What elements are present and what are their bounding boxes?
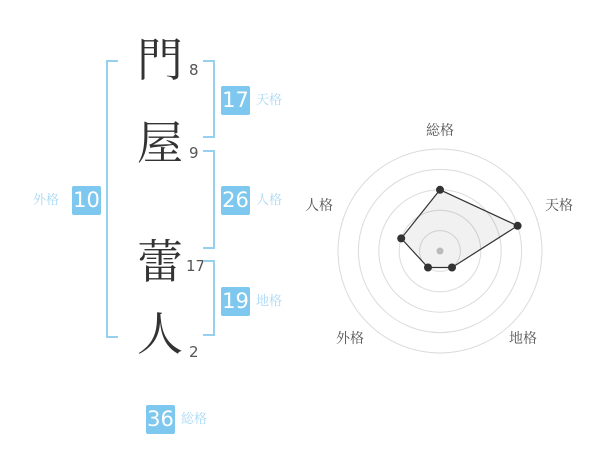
radar-chart [300,110,590,360]
gaikaku-label: 外格 [33,193,60,208]
gaikaku-value-badge: 10 [72,186,101,215]
tenkaku-badge-group [221,86,282,115]
jinkaku-bracket [203,150,215,249]
radar-data-point [514,222,522,230]
stroke-count-3: 17 [186,257,206,275]
soukaku-label: 総格 [181,412,208,427]
radar-axis-label: 人格 [305,198,333,214]
jinkaku-value-badge: 26 [221,186,250,215]
radar-axis-label: 地格 [509,331,537,347]
chikaku-bracket [203,260,215,336]
jinkaku-label: 人格 [256,193,283,208]
tenkaku-value-badge: 17 [221,86,250,115]
gaikaku-bracket [106,60,118,338]
tenkaku-label: 天格 [256,93,283,108]
jinkaku-badge-group [221,186,282,215]
chikaku-value-badge: 19 [221,287,250,316]
name-char-2: 屋 [137,116,183,170]
soukaku-value-badge: 36 [146,405,175,434]
radar-data-point [436,186,444,194]
radar-data-polygon [401,190,517,268]
stroke-count-1: 8 [189,61,199,79]
radar-data-point [424,264,432,272]
gaikaku-badge-group [33,186,101,215]
stroke-count-2: 9 [189,144,199,162]
soukaku-badge-group [146,405,207,434]
radar-data-point [397,234,405,242]
radar-axis-label: 外格 [336,331,364,347]
name-char-1: 門 [137,33,183,87]
radar-axis-label: 天格 [545,198,573,214]
radar-axis-label: 総格 [426,123,454,139]
tenkaku-bracket [203,60,215,138]
stroke-count-4: 2 [189,343,199,361]
chikaku-label: 地格 [256,294,283,309]
name-char-3: 蕾 [137,235,183,289]
radar-center-dot [437,248,444,255]
chikaku-badge-group [221,287,282,316]
name-char-4: 人 [137,307,183,361]
radar-data-point [448,264,456,272]
